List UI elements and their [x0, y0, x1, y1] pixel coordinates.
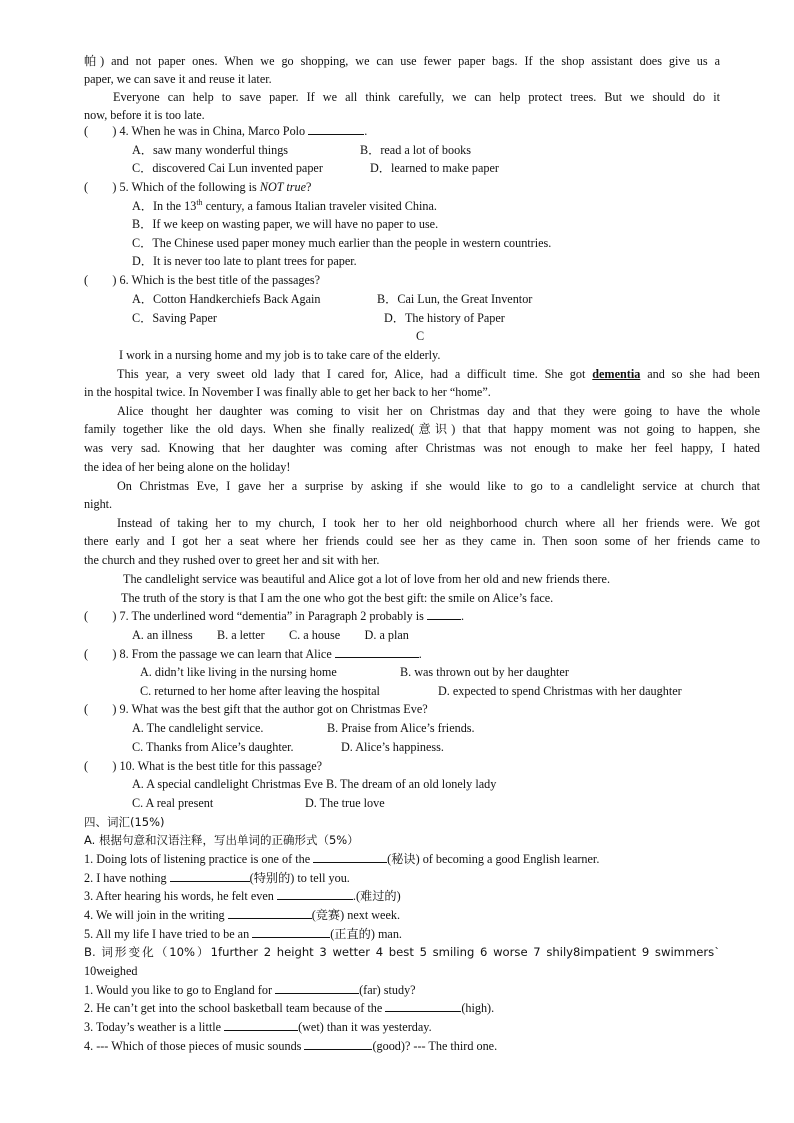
question-end: . [460, 609, 465, 623]
question-9 [84, 700, 428, 718]
passage-line: night. [84, 497, 113, 511]
answer-blank[interactable] [275, 981, 359, 994]
answer-blank[interactable] [252, 925, 330, 938]
answer-bracket[interactable]: ( ) [84, 702, 117, 716]
passage-line: the idea of her being alone on the holiday! [84, 460, 291, 474]
part-a-title: A. 根据句意和汉语注释，写出单词的正确形式（5%） [84, 833, 359, 847]
passage-line: in the hospital twice. In November I was finally able to get her back to her “home”. [84, 385, 491, 399]
vocab-b1: 1. Would you like to go to England for (far) study? [84, 983, 416, 997]
option-d: D. expected to spend Christmas with her daughter [438, 684, 682, 698]
option-c: C. A real present [132, 796, 214, 810]
answer-bracket[interactable]: ( ) [84, 124, 117, 138]
vocab-a1: 1. Doing lots of listening practice is one of the (秘诀) of becoming a good English learner. [84, 852, 600, 866]
section-title: 四、词汇(15%) [84, 815, 165, 829]
option-d: D. The true love [305, 796, 385, 810]
vocab-b4: 4. --- Which of those pieces of music sounds (good)? --- The third one. [84, 1039, 498, 1053]
answer-blank[interactable] [335, 645, 419, 658]
option-a: A. didn’t like living in the nursing home [140, 665, 337, 679]
passage-line: On Christmas Eve, I gave her a surprise by asking if she would like to go to a candlelight service at church that [117, 479, 760, 493]
question-stem: 9. What was the best gift that the author got on Christmas Eve? [119, 702, 428, 716]
answer-blank[interactable] [224, 1018, 298, 1031]
vocab-a4: 4. We will join in the writing (竞赛) next week. [84, 908, 401, 922]
question-stem: 5. Which of the following is [119, 180, 260, 194]
passage-line: family together like the old days. When she finally realized(意识) that that happy moment was not going to happen, she [84, 422, 760, 436]
question-8 [84, 645, 422, 663]
answer-bracket[interactable]: ( ) [84, 180, 117, 194]
vocab-a5: 5. All my life I have tried to be an (正直的) man. [84, 927, 402, 941]
answer-blank[interactable] [170, 869, 250, 882]
passage-line: I work in a nursing home and my job is to take care of the elderly. [119, 348, 441, 362]
passage-line: paper, we can save it and reuse it later. [84, 72, 272, 86]
option-d: D．It is never too late to plant trees for paper. [132, 254, 357, 268]
option-b: B．read a lot of books [360, 143, 472, 157]
option-c: C．Saving Paper [132, 311, 217, 325]
part-b-title-cont: 10weighed [84, 964, 138, 978]
passage-line: was very sad. Knowing that her daughter was coming after Christmas was not enough to make her feel happy, I hated [84, 441, 760, 455]
passage-line: now, before it is too late. [84, 108, 205, 122]
option-b: B．If we keep on wasting paper, we will have no paper to use. [132, 217, 439, 231]
question-end: . [418, 647, 422, 661]
passage-line: This year, a very sweet old lady that I cared for, Alice, had a difficult time. She got dementia and so she had been [117, 367, 760, 381]
option-c: C．The Chinese used paper money much earlier than the people in western countries. [132, 236, 552, 250]
answer-bracket[interactable]: ( ) [84, 647, 117, 661]
answer-blank[interactable] [313, 850, 387, 863]
part-b-title: B. 词形变化（10%）1further 2 height 3 wetter 4 best 5 smiling 6 worse 7 shily8impatient 9 swimmers` [84, 945, 720, 959]
underlined-word: dementia [592, 367, 641, 381]
answer-blank[interactable] [304, 1037, 372, 1050]
answer-blank[interactable] [308, 122, 364, 135]
option-a: A．In the 13th century, a famous Italian traveler visited China. [132, 197, 437, 213]
option-a: A．saw many wonderful things [132, 143, 289, 157]
question-4 [84, 122, 367, 140]
option-c: C. Thanks from Alice’s daughter. [132, 740, 294, 754]
question-7 [84, 607, 464, 625]
passage-line: The truth of the story is that I am the one who got the best gift: the smile on Alice’s face. [121, 591, 554, 605]
answer-bracket[interactable]: ( ) [84, 609, 117, 623]
vocab-a3: 3. After hearing his words, he felt even .(难过的) [84, 889, 401, 903]
answer-bracket[interactable]: ( ) [84, 759, 117, 773]
option-d: D. Alice’s happiness. [341, 740, 444, 754]
question-5 [84, 178, 311, 196]
answer-blank[interactable] [277, 887, 353, 900]
passage-line: Instead of taking her to my church, I took her to her old neighborhood church where all her friends were. We got [117, 516, 760, 530]
option-d: D．learned to make paper [370, 161, 499, 175]
passage-line: The candlelight service was beautiful and Alice got a lot of love from her old and new friends there. [123, 572, 610, 586]
question-stem: 10. What is the best title for this passage? [119, 759, 323, 773]
question-6 [84, 271, 320, 289]
option-b: B. Praise from Alice’s friends. [327, 721, 475, 735]
question-stem: 6. Which is the best title of the passages? [119, 273, 321, 287]
question-end: . [364, 124, 368, 138]
answer-blank[interactable] [385, 999, 461, 1012]
answer-bracket[interactable]: ( ) [84, 273, 117, 287]
passage-line: Alice thought her daughter was coming to visit her on Christmas day and that they were going to have the whole [117, 404, 760, 418]
question-10 [84, 757, 322, 775]
passage-line: Everyone can help to save paper. If we all think carefully, we can help protect trees. But we should do it [113, 90, 720, 104]
options-row: A. an illness B. a letter C. a house D. a plan [132, 628, 409, 642]
vocab-b3: 3. Today’s weather is a little (wet) than it was yesterday. [84, 1020, 432, 1034]
question-stem: 7. The underlined word “dementia” in Paragraph 2 probably is [119, 609, 424, 623]
answer-blank[interactable] [228, 906, 312, 919]
vocab-a2: 2. I have nothing (特别的) to tell you. [84, 871, 350, 885]
option-a: A. The candlelight service. [132, 721, 264, 735]
option-b: B．Cai Lun, the Great Inventor [377, 292, 533, 306]
option-a: A．Cotton Handkerchiefs Back Again [132, 292, 321, 306]
passage-line: the church and they rushed over to greet her and sit with her. [84, 553, 380, 567]
option-c: C．discovered Cai Lun invented paper [132, 161, 323, 175]
question-end: ? [305, 180, 312, 194]
passage-line: there early and I got her a seat where her friends could see her as they came in. Then soon some of her friends came to [84, 534, 760, 548]
emphasis-text: NOT true [259, 180, 306, 194]
option-d: D．The history of Paper [384, 311, 505, 325]
passage-heading: C [416, 329, 425, 343]
passage-line: 帕) and not paper ones. When we go shopping, we can use fewer paper bags. If the shop assistant does give us a [84, 54, 720, 68]
option-c: C. returned to her home after leaving the hospital [140, 684, 380, 698]
question-stem: 8. From the passage we can learn that Alice [119, 647, 332, 661]
option-b: B. was thrown out by her daughter [400, 665, 569, 679]
vocab-b2: 2. He can’t get into the school basketball team because of the (high). [84, 1001, 495, 1015]
options-row: A. A special candlelight Christmas Eve B. The dream of an old lonely lady [132, 777, 497, 791]
question-stem: 4. When he was in China, Marco Polo [119, 124, 306, 138]
answer-blank[interactable] [427, 607, 461, 620]
